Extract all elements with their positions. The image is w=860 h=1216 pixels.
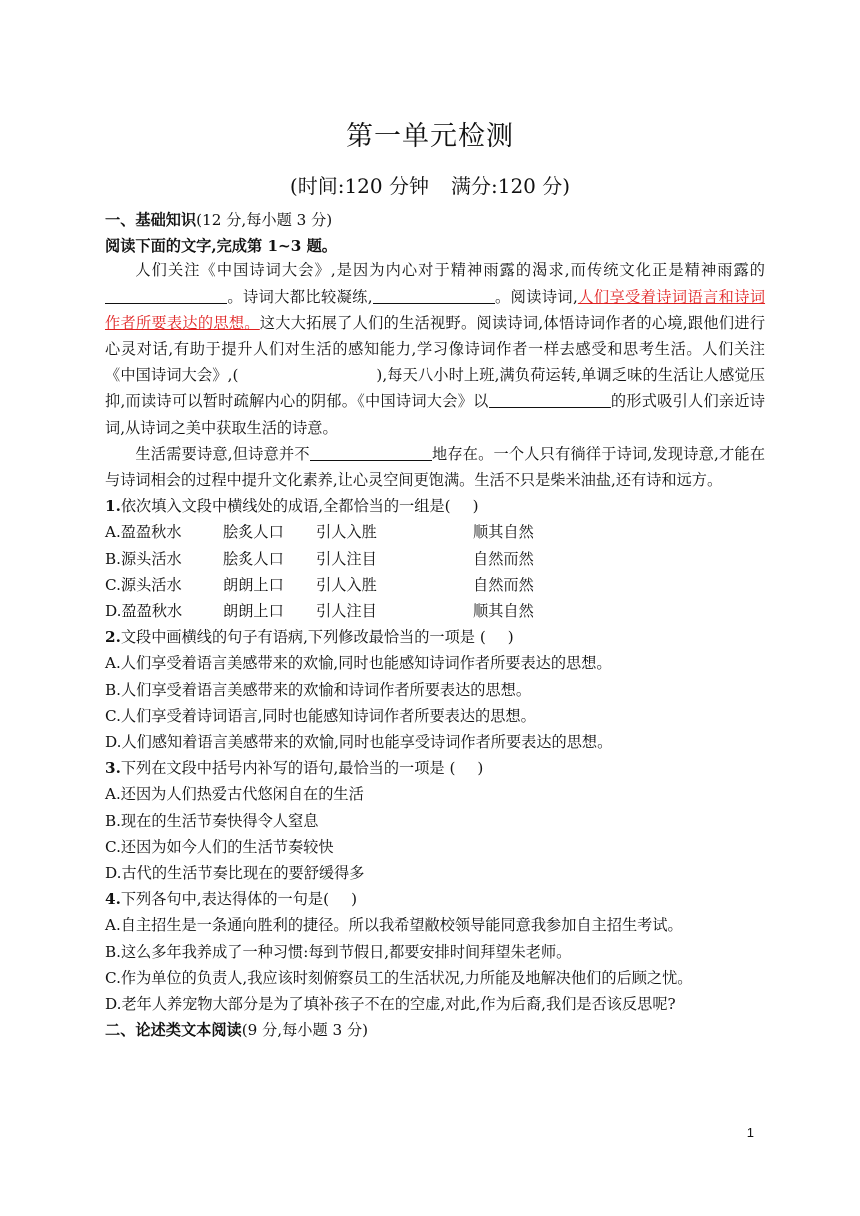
section1-heading: 一、基础知识(12 分,每小题 3 分) bbox=[105, 211, 333, 229]
question-4: 4.下列各句中,表达得体的一句是( ) bbox=[105, 890, 357, 909]
question-1: 1.依次填入文段中横线处的成语,全都恰当的一组是( ) bbox=[105, 497, 479, 516]
exam-body bbox=[105, 207, 765, 1044]
q4-option-d[interactable]: D.老年人养宠物大部分是为了填补孩子不在的空虚,对此,作为后裔,我们是否该反思呢? bbox=[105, 995, 676, 1014]
page-title: 第一单元检测 bbox=[346, 121, 514, 152]
q1-option-d[interactable]: D.盈盈秋水 朗朗上口 引人注目 顺其自然 bbox=[105, 602, 534, 621]
q2-option-c[interactable]: C.人们享受着诗词语言,同时也能感知诗词作者所要表达的思想。 bbox=[105, 706, 536, 725]
blank-1[interactable] bbox=[105, 287, 227, 304]
underlined-sentence: 人们享受着诗词语言和诗词作者所要表达的思想。 bbox=[105, 287, 766, 332]
q2-option-d[interactable]: D.人们感知着语言美感带来的欢愉,同时也能享受诗词作者所要表达的思想。 bbox=[105, 733, 613, 752]
q3-option-c[interactable]: C.还因为如今人们的生活节奏较快 bbox=[105, 837, 334, 856]
q1-option-c[interactable]: C.源头活水 朗朗上口 引人入胜 自然而然 bbox=[105, 575, 534, 594]
section1-instruction: 阅读下面的文字,完成第 1~3 题。 bbox=[105, 237, 337, 256]
page-number: 1 bbox=[746, 1125, 754, 1140]
q2-option-a[interactable]: A.人们享受着语言美感带来的欢愉,同时也能感知诗词作者所要表达的思想。 bbox=[105, 654, 612, 673]
passage-paragraph-2: 生活需要诗意,但诗意并不 地存在。一个人只有徜徉于诗词,发现诗意,才能在与诗词相会的过程中提升文化素养,让心灵空间更饱满。生活不只是柴米油盐,还有诗和远方。 bbox=[105, 444, 766, 490]
q4-option-b[interactable]: B.这么多年我养成了一种习惯:每到节假日,都要安排时间拜望朱老师。 bbox=[105, 942, 572, 961]
blank-4[interactable] bbox=[310, 444, 432, 461]
q2-option-b[interactable]: B.人们享受着语言美感带来的欢愉和诗词作者所要表达的思想。 bbox=[105, 680, 532, 699]
question-2: 2.文段中画横线的句子有语病,下列修改最恰当的一项是 ( ) bbox=[105, 628, 514, 647]
exam-score: 满分:120 分) bbox=[451, 174, 571, 198]
blank-3[interactable] bbox=[489, 391, 611, 408]
q1-option-a[interactable]: A.盈盈秋水 脍炙人口 引人入胜 顺其自然 bbox=[105, 523, 534, 542]
q3-option-d[interactable]: D.古代的生活节奏比现在的要舒缓得多 bbox=[105, 864, 365, 883]
passage-paragraph-1: 人们关注《中国诗词大会》,是因为内心对于精神雨露的渴求,而传统文化正是精神雨露的。诗词大都比较凝练, 。阅读诗词,人们享受着诗词语言和诗词作者所要表达的思想。这大大拓展了人们的生活视野。阅读诗词,体悟诗词作者的心境,跟他们进行心灵对话,有助于提升人们对生活的感知能力,学习像诗词作者一样去感受和思考生活。人们关注《中国诗词大会》,( ),每天八小时上班,满负荷运转,单调乏味的生活让人感觉压抑,而读诗可以暂时疏解内心的阴郁。《中国诗词大会》以 的形式吸引人们亲近诗词,从诗词之美中获取生活的诗意。 bbox=[105, 261, 766, 437]
blank-2[interactable] bbox=[373, 287, 495, 304]
q4-option-c[interactable]: C.作为单位的负责人,我应该时刻俯察员工的生活状况,力所能及地解决他们的后顾之忧。 bbox=[105, 968, 693, 987]
question-3: 3.下列在文段中括号内补写的语句,最恰当的一项是 ( ) bbox=[105, 759, 484, 778]
exam-time: (时间:120 分钟 bbox=[289, 174, 429, 198]
q1-option-b[interactable]: B.源头活水 脍炙人口 引人注目 自然而然 bbox=[105, 549, 534, 568]
section2-heading: 二、论述类文本阅读(9 分,每小题 3 分) bbox=[105, 1021, 369, 1040]
exam-info bbox=[0, 170, 860, 199]
q4-option-a[interactable]: A.自主招生是一条通向胜利的捷径。所以我希望敝校领导能同意我参加自主招生考试。 bbox=[105, 916, 683, 935]
q3-option-a[interactable]: A.还因为人们热爱古代悠闲自在的生活 bbox=[105, 785, 364, 804]
q3-option-b[interactable]: B.现在的生活节奏快得令人窒息 bbox=[105, 811, 319, 830]
